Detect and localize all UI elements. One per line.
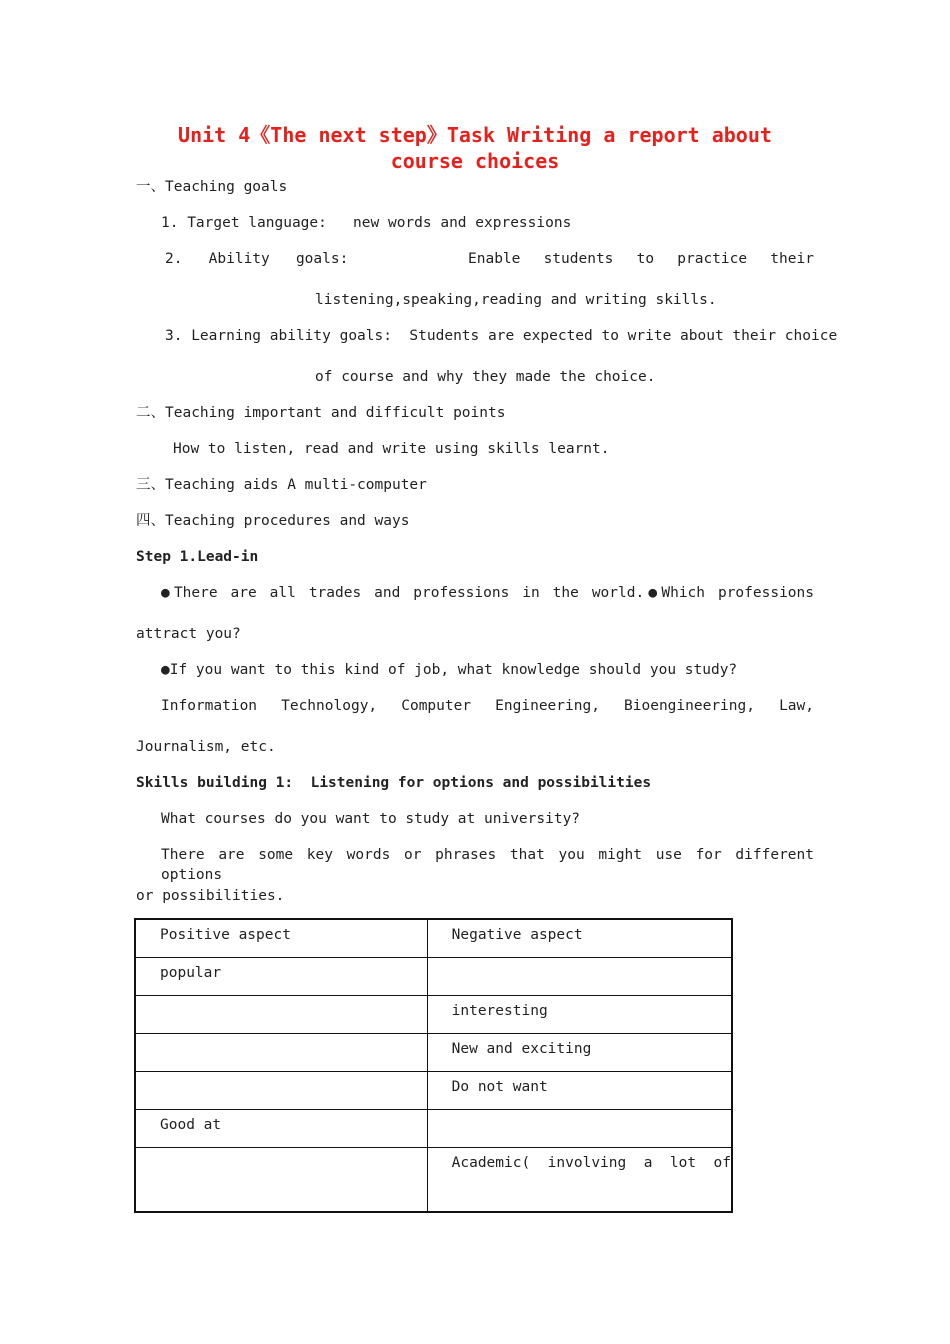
table-header-row: [135, 919, 732, 957]
table-row: [135, 1033, 732, 1071]
goal-target-language: 1. Target language: new words and expressions: [161, 215, 572, 231]
step1-heading: Step 1.Lead-in: [136, 549, 259, 565]
goal-learning-continuation: of course and why they made the choice.: [315, 369, 656, 385]
key-words-paragraph: There are some key words or phrases that you might use for different options: [161, 847, 814, 883]
subjects-list-continuation: Journalism, etc.: [136, 739, 276, 755]
table-cell: New and exciting: [427, 1033, 732, 1071]
goal-ability-continuation: listening,speaking,reading and writing skills.: [315, 292, 717, 308]
table-header-negative: Negative aspect: [427, 919, 732, 957]
table-cell: popular: [135, 957, 427, 995]
table-cell: [135, 1071, 427, 1109]
bullet-professions: ●There are all trades and professions in the world.●Which professions: [161, 585, 814, 601]
skills-building-heading: Skills building 1: Listening for options and possibilities: [136, 775, 652, 791]
table-cell: Academic( involving a lot of: [427, 1147, 732, 1212]
question-courses: What courses do you want to study at university?: [161, 811, 581, 827]
subjects-list: Information Technology, Computer Engineering, Bioengineering, Law,: [161, 698, 814, 714]
table-row: [135, 957, 732, 995]
table-cell: interesting: [427, 995, 732, 1033]
goal-ability-label: 2. Ability goals:: [165, 251, 349, 267]
goal-ability-word: to: [636, 251, 655, 267]
table-cell: [427, 1109, 732, 1147]
section-important-points: 二、Teaching important and difficult points: [136, 405, 506, 421]
table-cell: [135, 995, 427, 1033]
goal-ability-word: students: [543, 251, 614, 267]
section-teaching-goals: 一、Teaching goals: [136, 179, 288, 195]
goal-ability-word: their: [770, 251, 814, 267]
section-teaching-aids: 三、Teaching aids A multi-computer: [136, 477, 427, 493]
table-cell: Do not want: [427, 1071, 732, 1109]
goal-learning-ability: 3. Learning ability goals: Students are expected to write about their choice: [165, 328, 838, 344]
table-cell: [427, 957, 732, 995]
table-header-positive: Positive aspect: [135, 919, 427, 957]
goal-ability-word: practice: [677, 251, 748, 267]
table-row: [135, 1109, 732, 1147]
bullet-professions-continuation: attract you?: [136, 626, 241, 642]
table-cell: [135, 1033, 427, 1071]
aspects-table: [134, 918, 733, 1213]
document-title: Unit 4《The next step》Task Writing a report about course choices: [178, 123, 772, 173]
table-row: [135, 1071, 732, 1109]
table-cell: Good at: [135, 1109, 427, 1147]
table-row: [135, 995, 732, 1033]
important-points-text: How to listen, read and write using skills learnt.: [173, 441, 610, 457]
table-cell: [135, 1147, 427, 1212]
goal-ability-word: Enable: [468, 251, 521, 267]
bullet-knowledge: ●If you want to this kind of job, what knowledge should you study?: [161, 662, 738, 678]
key-words-continuation: or possibilities.: [136, 888, 285, 904]
table-row: [135, 1147, 732, 1212]
goal-ability-words: [468, 249, 814, 269]
section-teaching-procedures: 四、Teaching procedures and ways: [136, 513, 410, 529]
